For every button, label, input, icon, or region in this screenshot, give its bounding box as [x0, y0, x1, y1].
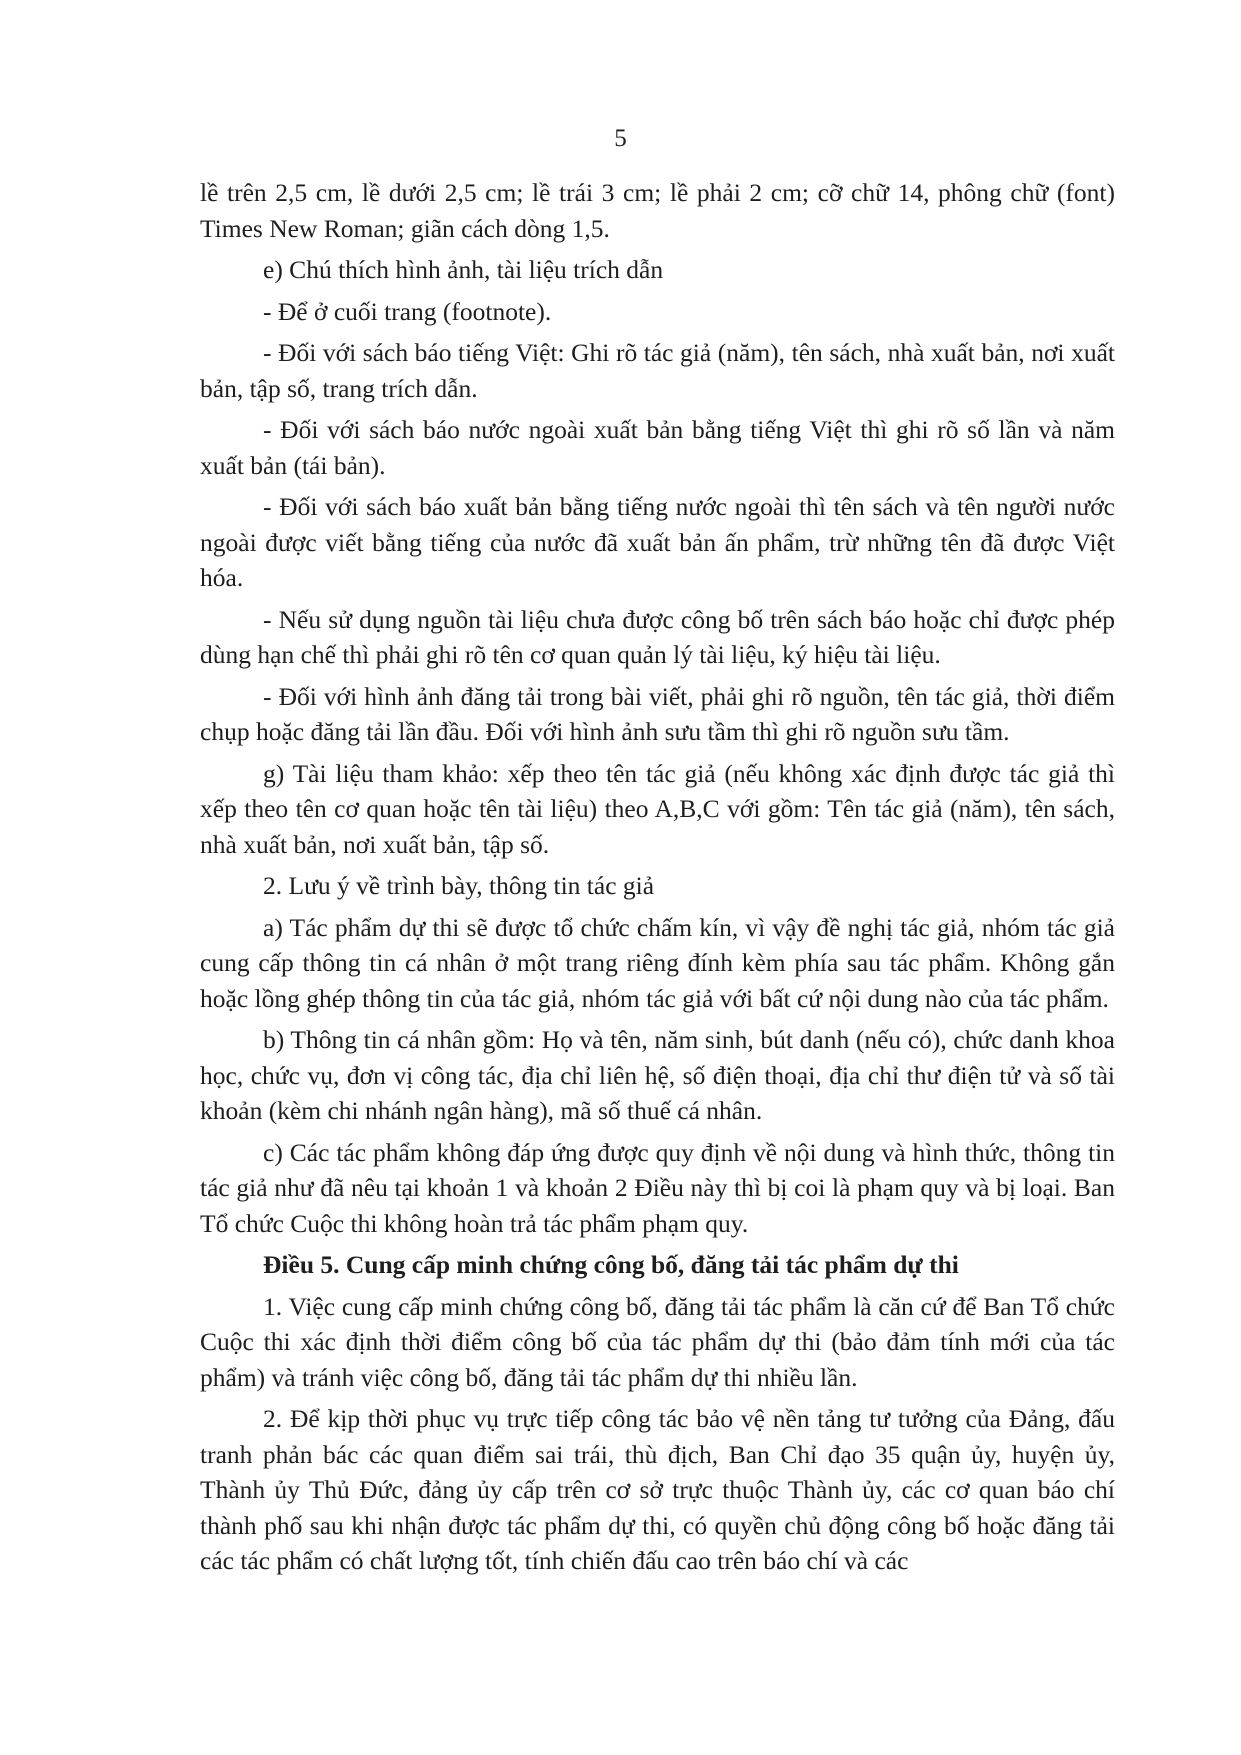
paragraph-item-2-heading: 2. Lưu ý về trình bày, thông tin tác giả: [263, 871, 655, 900]
paragraph-section-g: g) Tài liệu tham khảo: xếp theo tên tác giả (nếu không xác định được tác giả thì xếp theo tên cơ quan hoặc tên tài liệu) theo A,B,C với gồm: Tên tác giả (năm), tên sách, nhà xuất bản, nơi xuất bản, tập số.: [200, 758, 1115, 859]
article-5-heading: Điều 5. Cung cấp minh chứng công bố, đăng tải tác phẩm dự thi: [263, 1250, 959, 1279]
document-body: [200, 175, 1115, 1585]
paragraph-section-e: e) Chú thích hình ảnh, tài liệu trích dẫn: [263, 255, 664, 284]
paragraph-item-2b: b) Thông tin cá nhân gồm: Họ và tên, năm sinh, bút danh (nếu có), chức danh khoa học, chức vụ, đơn vị công tác, địa chỉ liên hệ, số điện thoại, địa chỉ thư điện tử và số tài khoản (kèm chi nhánh ngân hàng), mã số thuế cá nhân.: [200, 1025, 1115, 1125]
paragraph-item-2a: a) Tác phẩm dự thi sẽ được tổ chức chấm kín, vì vậy đề nghị tác giả, nhóm tác giả cung cấp thông tin cá nhân ở một trang riêng đính kèm phía sau tác phẩm. Không gắn hoặc lồng ghép thông tin của tác giả, nhóm tác giả với bất cứ nội dung nào của tác phẩm.: [200, 912, 1115, 1013]
paragraph-foreign-language-sources: - Đối với sách báo xuất bản bằng tiếng nước ngoài thì tên sách và tên người nước ngoài được viết bằng tiếng của nước đã xuất bản ấn phẩm, trừ những tên đã được Việt hóa.: [200, 492, 1115, 592]
paragraph-vietnamese-sources: - Đối với sách báo tiếng Việt: Ghi rõ tác giả (năm), tên sách, nhà xuất bản, nơi xuất bản, tập số, trang trích dẫn.: [200, 338, 1115, 403]
paragraph-article-5-item-1: 1. Việc cung cấp minh chứng công bố, đăng tải tác phẩm là căn cứ để Ban Tổ chức Cuộc thi xác định thời điểm công bố của tác phẩm dự thi (bảo đảm tính mới của tác phẩm) và tránh việc công bố, đăng tải tác phẩm dự thi nhiều lần.: [200, 1291, 1115, 1392]
paragraph-footnote: - Để ở cuối trang (footnote).: [263, 296, 552, 326]
paragraph-article-5-item-2: 2. Để kịp thời phục vụ trực tiếp công tác bảo vệ nền tảng tư tưởng của Đảng, đấu tranh phản bác các quan điểm sai trái, thù địch, Ban Chỉ đạo 35 quận ủy, huyện ủy, Thành ủy Thủ Đức, đảng ủy cấp trên cơ sở trực thuộc Thành ủy, các cơ quan báo chí thành phố sau khi nhận được tác phẩm dự thi, có quyền chủ động công bố hoặc đăng tải các tác phẩm có chất lượng tốt, tính chiến đấu cao trên báo chí và các: [200, 1404, 1115, 1575]
paragraph-item-2c: c) Các tác phẩm không đáp ứng được quy định về nội dung và hình thức, thông tin tác giả như đã nêu tại khoản 1 và khoản 2 Điều này thì bị coi là phạm quy và bị loại. Ban Tổ chức Cuộc thi không hoàn trả tác phẩm phạm quy.: [200, 1137, 1115, 1238]
paragraph-foreign-vietnamese-sources: - Đối với sách báo nước ngoài xuất bản bằng tiếng Việt thì ghi rõ số lần và năm xuất bản (tái bản).: [200, 415, 1115, 480]
paragraph-margins-continuation: lề trên 2,5 cm, lề dưới 2,5 cm; lề trái 3 cm; lề phải 2 cm; cỡ chữ 14, phông chữ (font) Times New Roman; giãn cách dòng 1,5.: [200, 178, 1115, 243]
paragraph-unpublished-sources: - Nếu sử dụng nguồn tài liệu chưa được công bố trên sách báo hoặc chỉ được phép dùng hạn chế thì phải ghi rõ tên cơ quan quản lý tài liệu, ký hiệu tài liệu.: [200, 604, 1115, 669]
page-number: 5: [614, 125, 627, 152]
paragraph-image-sources: - Đối với hình ảnh đăng tải trong bài viết, phải ghi rõ nguồn, tên tác giả, thời điểm chụp hoặc đăng tải lần đầu. Đối với hình ảnh sưu tầm thì ghi rõ nguồn sưu tầm.: [200, 681, 1115, 746]
